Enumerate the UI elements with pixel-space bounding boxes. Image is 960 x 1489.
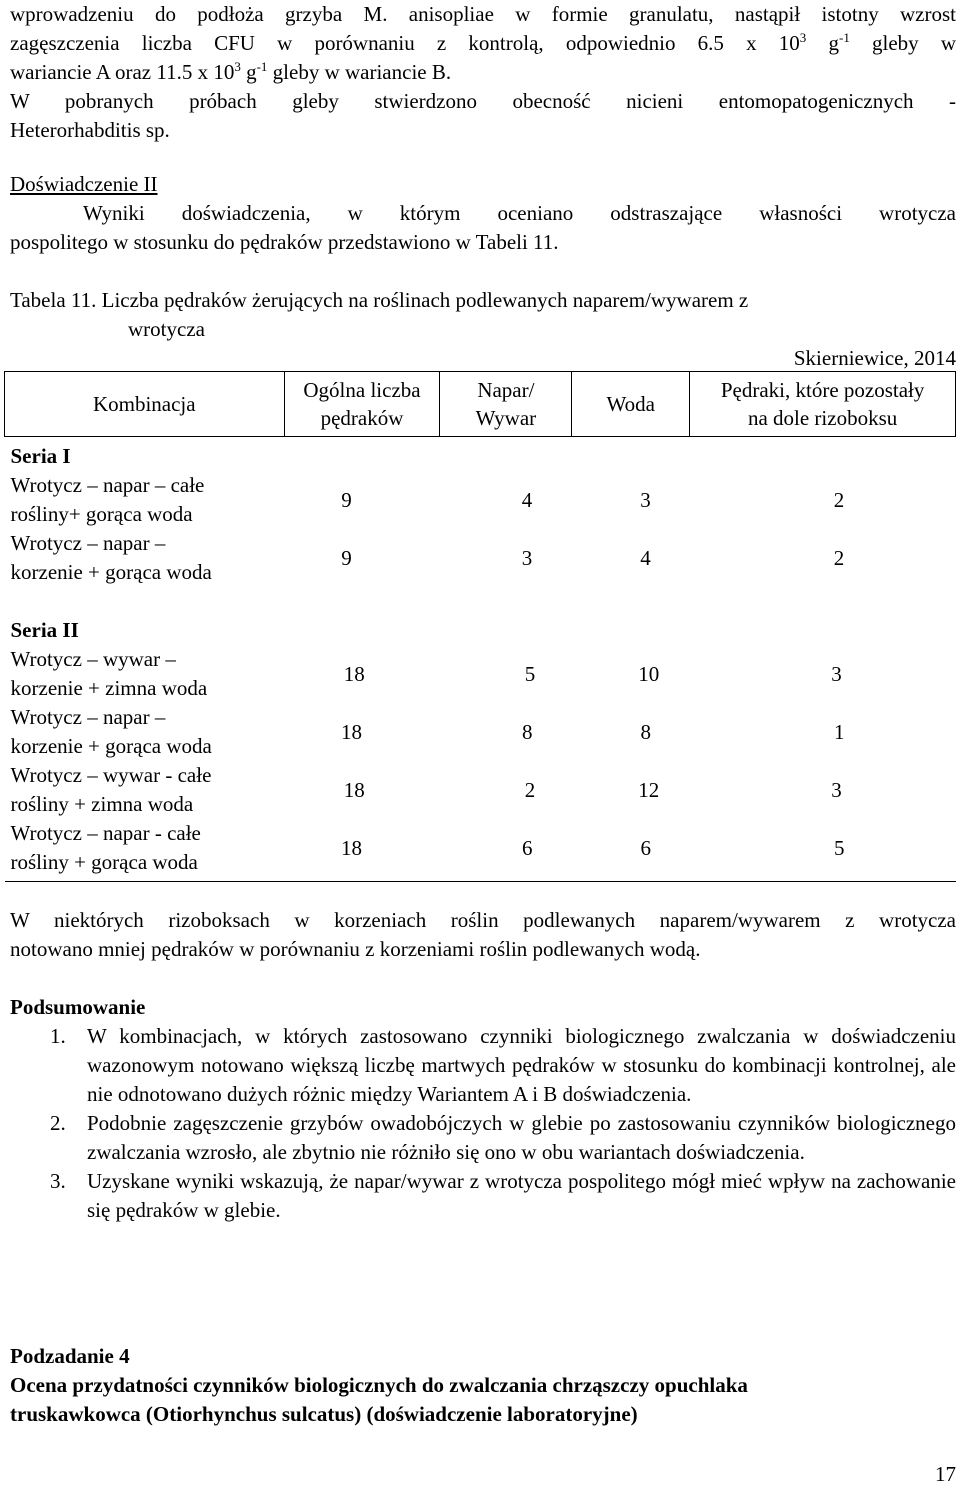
- series-name: Seria II: [10, 618, 79, 642]
- series-heading-row: [5, 437, 956, 472]
- water-value: 6: [640, 835, 652, 860]
- water-value: 12: [638, 777, 660, 802]
- total-value: 18: [341, 835, 363, 860]
- header-remaining: Pędraki, które pozostały na dole rizoboksu: [690, 372, 956, 437]
- experiment-2-heading: Doświadczenie II: [10, 172, 158, 196]
- list-text: W kombinacjach, w których zastosowano czynniki biologicznego zwalczania w doświadczeniu wazonowym notowano większą liczbę martwych pędraków w stosunku do kombinacji kontrolnej, ale nie odnotowano dużych różnic między Wariantem A i B doświadczenia.: [87, 1024, 956, 1106]
- water-value: 8: [640, 719, 652, 744]
- after-table-paragraph: [10, 906, 956, 964]
- values-cell: [284, 761, 955, 819]
- combination-cell: Wrotycz – napar – całe rośliny+ gorąca woda: [10, 473, 205, 526]
- subtask-heading: Podzadanie 4: [10, 1344, 130, 1368]
- header-combination: Kombinacja: [5, 372, 285, 437]
- napar-value: 2: [524, 777, 536, 802]
- list-number: 2.: [50, 1111, 66, 1135]
- summary-heading: Podsumowanie: [10, 995, 146, 1019]
- values-cell: [284, 471, 955, 529]
- total-value: 18: [341, 719, 363, 744]
- combination-cell: Wrotycz – wywar - całe rośliny + zimna woda: [10, 763, 212, 816]
- series-heading-row: [5, 587, 956, 645]
- list-item: [10, 1022, 956, 1109]
- list-number: 1.: [50, 1024, 66, 1048]
- napar-value: 4: [521, 487, 533, 512]
- results-table: [4, 371, 956, 882]
- after-table-line-1: W niektórych rizoboksach w korzeniach roślin podlewanych naparem/wywarem z wrotycza: [10, 908, 956, 932]
- intro-line-2: zagęszczenia liczba CFU w porównaniu z kontrolą, odpowiednio 6.5 x $10^3$ $g^{-1}$ gleby w: [10, 30, 957, 55]
- napar-value: 8: [522, 719, 533, 744]
- table-row: [5, 761, 956, 819]
- header-napar: Napar/ Wywar: [440, 372, 572, 437]
- water-value: 10: [638, 661, 660, 686]
- table-caption-line-2: wrotycza: [128, 317, 205, 341]
- subtask-title-line-1: Ocena przydatności czynników biologicznych do zwalczania chrząszczy opuchlaka: [10, 1373, 748, 1397]
- total-value: 9: [341, 545, 352, 570]
- list-number: 3.: [50, 1169, 66, 1193]
- experiment-2-line-2: pospolitego w stosunku do pędraków przedstawiono w Tabeli 11.: [10, 230, 559, 254]
- total-value: 9: [341, 487, 352, 512]
- list-text: Uzyskane wyniki wskazują, że napar/wywar z wrotycza pospolitego mógł mieć wpływ na zachowanie się pędraków w glebie.: [87, 1169, 956, 1222]
- list-item: [10, 1109, 956, 1167]
- remaining-value: 1: [834, 719, 845, 744]
- napar-value: 5: [524, 661, 536, 686]
- subtask-section: [10, 1342, 956, 1429]
- combination-cell: Wrotycz – napar - całe rośliny + gorąca woda: [5, 819, 285, 882]
- superscript: -1: [838, 30, 850, 45]
- table-header-row: [5, 372, 956, 437]
- intro-line-1: wprowadzeniu do podłoża grzyba M. anisopliae w formie granulatu, nastąpił istotny wzrost: [10, 2, 956, 26]
- table-caption-line-1: Tabela 11. Liczba pędraków żerujących na roślinach podlewanych naparem/wywarem z: [10, 288, 749, 312]
- total-value: 18: [343, 661, 365, 686]
- napar-value: 3: [521, 545, 533, 570]
- intro-paragraph: [10, 0, 956, 145]
- intro-line-3: wariancie A oraz 11.5 x $10^3$ $g^{-1}$ gleby w wariancie B.: [10, 59, 452, 84]
- table-caption: [10, 286, 956, 344]
- list-text: Podobnie zagęszczenie grzybów owadobójczych w glebie po zastosowaniu czynników biologicznego zwalczania wzrosło, ale zbytnio nie różniło się ono w obu wariantach doświadczenia.: [87, 1111, 956, 1164]
- table-row: [5, 529, 956, 587]
- remaining-value: 2: [833, 545, 845, 570]
- superscript: 3: [234, 59, 241, 74]
- summary-list: [10, 1022, 956, 1225]
- total-value: 18: [343, 777, 365, 802]
- experiment-2-line-1: Wyniki doświadczenia, w którym oceniano odstraszające własności wrotycza: [83, 201, 956, 225]
- values-cell: [284, 529, 955, 587]
- remaining-value: 3: [831, 661, 842, 686]
- water-value: 3: [640, 487, 651, 512]
- table-row: [5, 819, 956, 882]
- table-row: [5, 471, 956, 529]
- series-name: Seria I: [10, 444, 71, 468]
- values-cell: [284, 645, 955, 703]
- values-cell: [284, 819, 955, 882]
- header-total: Ogólna liczba pędraków: [284, 372, 440, 437]
- intro-line-4: W pobranych próbach gleby stwierdzono obecność nicieni entomopatogenicznych -: [10, 89, 956, 113]
- header-water: Woda: [572, 372, 690, 437]
- remaining-value: 3: [831, 777, 842, 802]
- table-row: [5, 703, 956, 761]
- remaining-value: 2: [833, 487, 845, 512]
- page-number: 17: [935, 1462, 956, 1486]
- values-cell: [284, 703, 955, 761]
- superscript: -1: [256, 59, 268, 74]
- intro-line-5: Heterorhabditis sp.: [10, 118, 170, 142]
- combination-cell: Wrotycz – napar – korzenie + gorąca woda: [10, 705, 212, 758]
- experiment-2-section: [10, 170, 956, 257]
- superscript: 3: [799, 30, 807, 45]
- remaining-value: 5: [834, 835, 845, 860]
- table-row: [5, 645, 956, 703]
- table-place-date: Skierniewice, 2014: [793, 346, 956, 370]
- combination-cell: Wrotycz – napar – korzenie + gorąca woda: [10, 531, 212, 584]
- water-value: 4: [640, 545, 651, 570]
- combination-cell: Wrotycz – wywar – korzenie + zimna woda: [10, 647, 208, 700]
- after-table-line-2: notowano mniej pędraków w porównaniu z korzeniami roślin podlewanych wodą.: [10, 937, 701, 961]
- subtask-title-line-2: truskawkowca (Otiorhynchus sulcatus) (doświadczenie laboratoryjne): [10, 1402, 638, 1426]
- napar-value: 6: [522, 835, 533, 860]
- list-item: [10, 1167, 956, 1225]
